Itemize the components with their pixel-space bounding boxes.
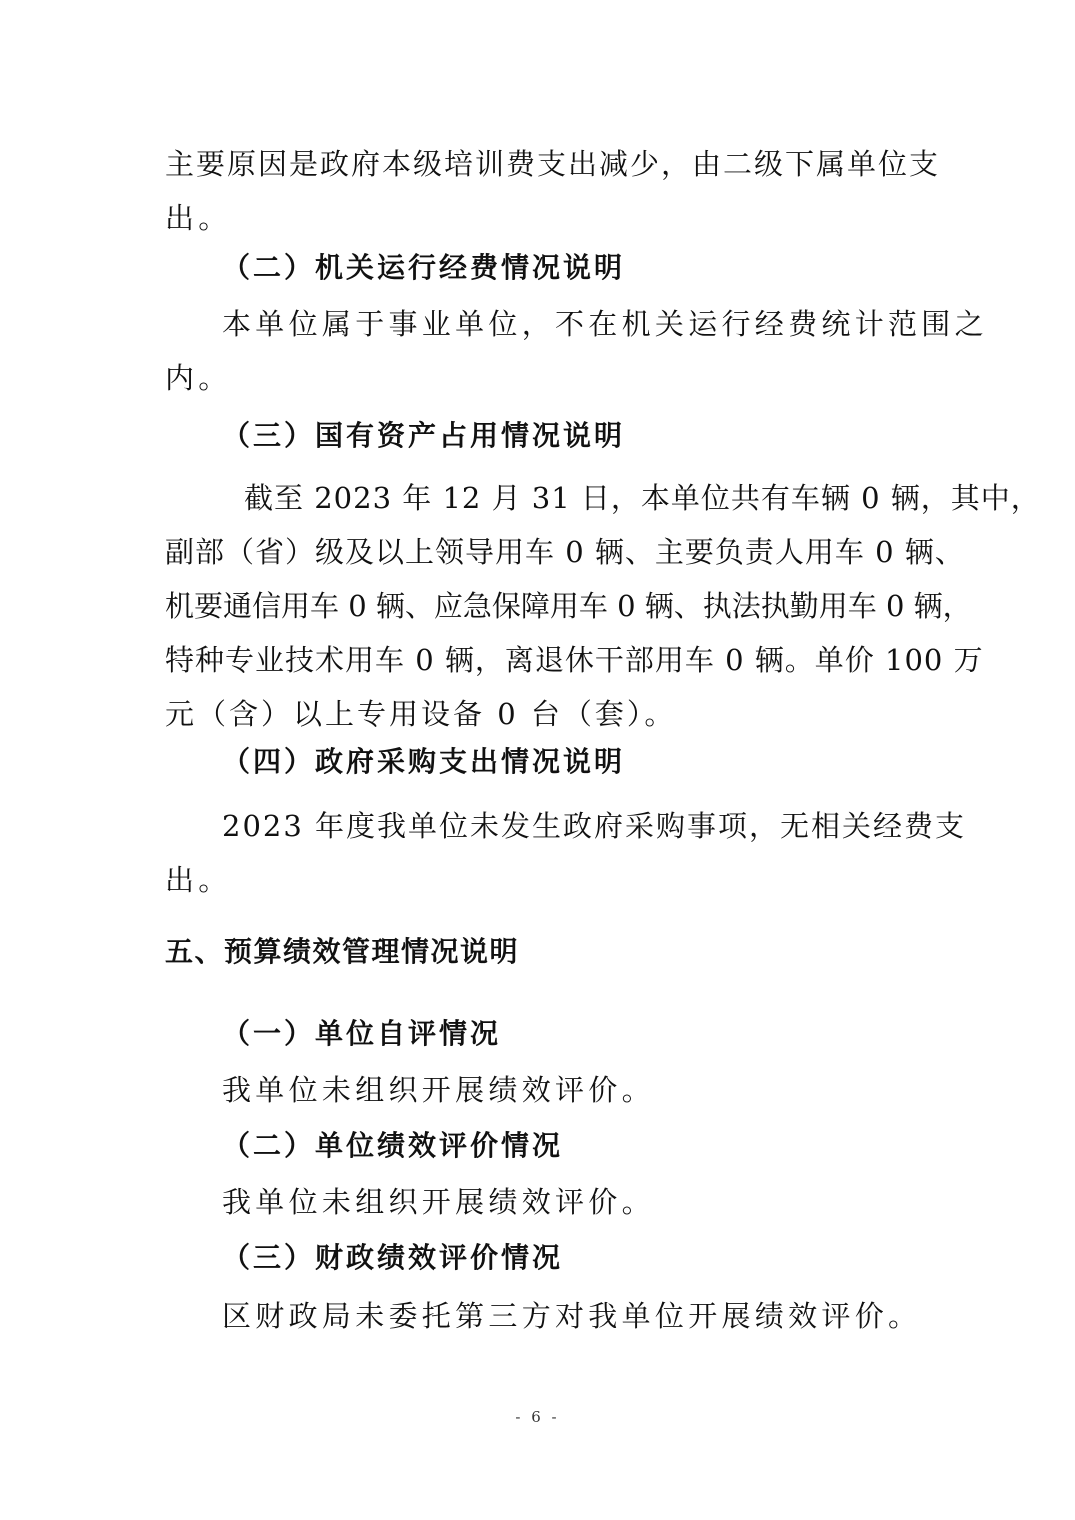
subsection-heading-4: （四）政府采购支出情况说明	[222, 745, 626, 778]
paragraph-line: 截至 2023 年 12 月 31 日，本单位共有车辆 0 辆，其中，	[244, 481, 1041, 515]
page-number: - 6 -	[515, 1408, 560, 1426]
paragraph-line: 出。	[165, 863, 232, 897]
paragraph-line: 区财政局未委托第三方对我单位开展绩效评价。	[222, 1299, 922, 1333]
paragraph-line: 元（含）以上专用设备 0 台（套）。	[165, 697, 677, 731]
paragraph-line: 机要通信用车 0 辆、应急保障用车 0 辆、执法执勤用车 0 辆，	[165, 589, 972, 623]
paragraph-line: 特种专业技术用车 0 辆，离退休干部用车 0 辆。单价 100 万	[165, 643, 984, 677]
paragraph-line: 本单位属于事业单位，不在机关运行经费统计范围之	[222, 307, 988, 341]
subsection-heading-5-1: （一）单位自评情况	[222, 1017, 502, 1050]
paragraph-line: 出。	[165, 201, 232, 235]
paragraph-line: 我单位未组织开展绩效评价。	[222, 1185, 655, 1219]
paragraph-line: 内。	[165, 361, 232, 395]
section-heading-5: 五、预算绩效管理情况说明	[165, 935, 520, 968]
subsection-heading-3: （三）国有资产占用情况说明	[222, 419, 626, 452]
paragraph-line: 2023 年度我单位未发生政府采购事项，无相关经费支	[222, 809, 967, 843]
subsection-heading-5-3: （三）财政绩效评价情况	[222, 1241, 564, 1274]
paragraph-line: 副部（省）级及以上领导用车 0 辆、主要负责人用车 0 辆、	[165, 535, 965, 569]
subsection-heading-2: （二）机关运行经费情况说明	[222, 251, 626, 284]
paragraph-line: 我单位未组织开展绩效评价。	[222, 1073, 655, 1107]
subsection-heading-5-2: （二）单位绩效评价情况	[222, 1129, 564, 1162]
paragraph-line: 主要原因是政府本级培训费支出减少，由二级下属单位支	[165, 147, 941, 181]
